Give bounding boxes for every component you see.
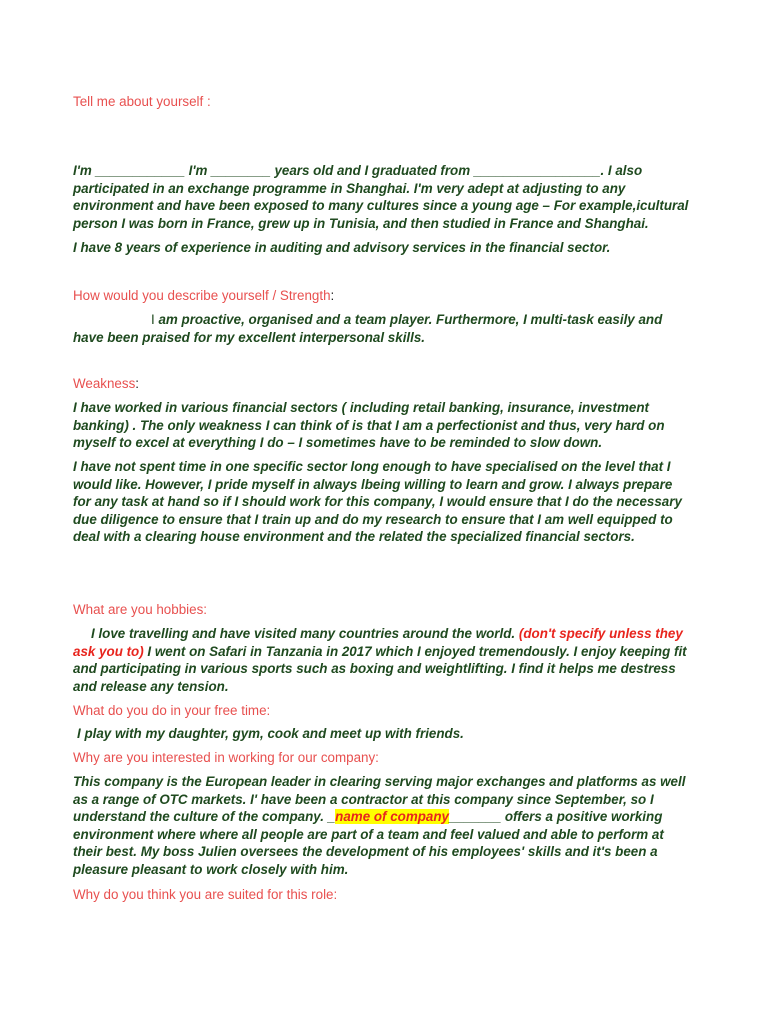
answer-tell-paragraph-1: I'm ____________ I'm ________ years old and I graduated from _________________. I also participated in an exchange programme in Shanghai. I'm very adept at adjusting to any environment and have been exposed to many cultures since a young age – For example,icultural person I was born in France, grew up in Tunisia, and then studied in France and Shanghai.	[73, 163, 689, 231]
answer-strength-paragraph	[73, 311, 693, 346]
question-weakness-colon: :	[135, 376, 140, 391]
answer-weakness-paragraph-1: I have worked in various financial sectors ( including retail banking, insurance, investment banking) . The only weakness I can think of is that I am a perfectionist and thus, very hard on myself to excel at everything I do – I sometimes have to be reminded to slow down.	[73, 400, 665, 451]
question-strength-colon: :	[330, 288, 335, 303]
answer-hobbies-start: I love travelling and have visited many countries around the world.	[91, 626, 519, 641]
question-weakness-text: Weakness	[73, 376, 136, 391]
answer-hobbies-paragraph	[73, 625, 693, 695]
answer-interest-end: _______ offers a positive working environment where where all people are part of a team and feel valued and able to perform at their best. My boss Julien oversees the development of his employees' skills and it's been a pleasure pleasant to work closely with him.	[73, 809, 664, 877]
company-name-placeholder: name of company	[335, 809, 450, 825]
answer-weakness-paragraph-2: I have not spent time in one specific sector long enough to have specialised on the level that I would like. However, I pride myself in always lbeing willing to learn and grow. I always prepare for any task at hand so if I should work for this company, I would ensure that I do the necessary due diligence to ensure that I train up and do my research to ensure that I am well equipped to deal with a clearing house environment and the related the specialized financial sectors.	[73, 459, 682, 545]
answer-hobbies-note: (don't specify unless they ask you to)	[73, 626, 683, 659]
question-suited: Why do you think you are suited for this role:	[73, 887, 338, 902]
answer-tell-paragraph-2: I have 8 years of experience in auditing and advisory services in the financial sector.	[73, 240, 611, 255]
question-tell-about-yourself: Tell me about yourself :	[73, 94, 211, 109]
answer-free-time-paragraph	[73, 725, 693, 743]
answer-strength-first-letter: I	[151, 312, 155, 327]
answer-interest-paragraph	[73, 773, 693, 879]
question-strength-text: How would you describe yourself / Strength	[73, 288, 331, 303]
question-hobbies: What are you hobbies:	[73, 602, 207, 617]
question-strength	[73, 287, 334, 305]
answer-hobbies-end: I went on Safari in Tanzania in 2017 which I enjoyed tremendously. I enjoy keeping fit and participating in various sports such as boxing and weightlifting. I find it helps me destress and release any tension.	[73, 643, 687, 694]
answer-strength-text: am proactive, organised and a team player. Furthermore, I multi-task easily and have been praised for my excellent interpersonal skills.	[73, 312, 663, 345]
question-weakness	[73, 375, 139, 393]
question-interest: Why are you interested in working for our company:	[73, 750, 379, 765]
question-free-time: What do you do in your free time:	[73, 703, 271, 718]
answer-interest-start: This company is the European leader in clearing serving major exchanges and platforms as well as a range of OTC markets. I' have been a contractor at this company since September, so I understand the culture of the company. _	[73, 774, 686, 825]
answer-free-time-text: I play with my daughter, gym, cook and meet up with friends.	[77, 726, 464, 741]
